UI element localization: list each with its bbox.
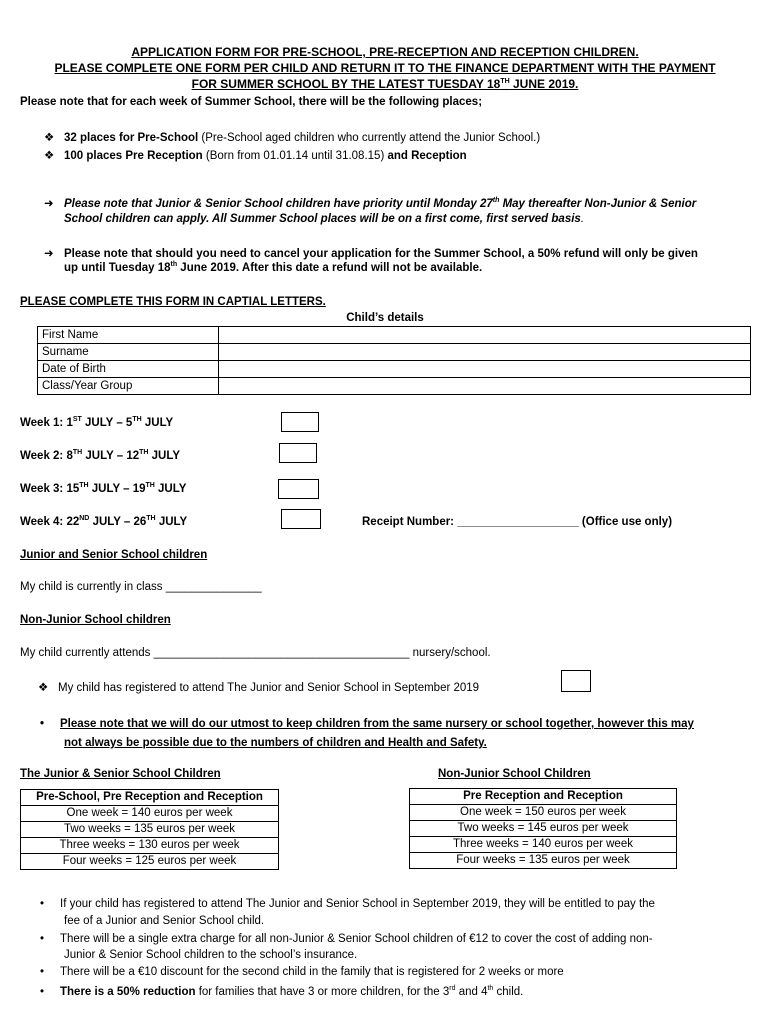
- table-row: Three weeks = 130 euros per week: [21, 838, 279, 854]
- childs-details-table: [37, 326, 751, 395]
- registered-item: ❖ My child has registered to attend The Junior and Senior School in September 2019: [38, 682, 480, 694]
- refund-note-cont: up until Tuesday 18th June 2019. After this date a refund will not be available.: [64, 261, 483, 274]
- footer-item-registered: • If your child has registered to attend The Junior and Senior School in September 2019, they will be entitled to pay the: [40, 898, 655, 910]
- junior-price-table: [20, 789, 279, 870]
- arrow-bullet-icon: ➜: [44, 248, 54, 260]
- table-row: Two weeks = 135 euros per week: [21, 822, 279, 838]
- footer-item-reduction: • There is a 50% reduction for families that have 3 or more children, for the 3rd and 4th child.: [40, 985, 524, 998]
- table-row: Surname: [38, 344, 751, 361]
- diamond-bullet-icon: ❖: [38, 682, 49, 694]
- junior-heading: Junior and Senior School children: [20, 549, 208, 561]
- table-row: Two weeks = 145 euros per week: [410, 821, 677, 837]
- week-4-label: Week 4: 22ND JULY – 26TH JULY: [20, 515, 188, 528]
- priority-note-cont: School children can apply. All Summer School places will be on a first come, first served basis.: [64, 213, 585, 225]
- arrow-bullet-icon: ➜: [44, 198, 54, 210]
- week-3-label: Week 3: 15TH JULY – 19TH JULY: [20, 482, 187, 495]
- surname-field[interactable]: [219, 344, 751, 361]
- bullet-icon: •: [40, 898, 45, 910]
- first-name-field[interactable]: [219, 327, 751, 344]
- junior-price-heading: The Junior & Senior School Children: [20, 768, 221, 780]
- capitals-instruction: PLEASE COMPLETE THIS FORM IN CAPTIAL LETTERS.: [20, 296, 326, 308]
- table-row: One week = 150 euros per week: [410, 805, 677, 821]
- footer-item-discount: • There will be a €10 discount for the second child in the family that is registered for 2 weeks or more: [40, 966, 564, 978]
- nonjunior-price-heading: Non-Junior School Children: [438, 768, 591, 780]
- junior-class-field[interactable]: My child is currently in class _______________: [20, 581, 262, 593]
- week-4-checkbox[interactable]: [281, 509, 321, 529]
- receipt-number: Receipt Number: ___________________ (Office use only): [362, 516, 673, 528]
- table-row: One week = 140 euros per week: [21, 806, 279, 822]
- places-item-prereception: ❖ 100 places Pre Reception (Born from 01.01.14 until 31.08.15) and Reception: [44, 150, 467, 162]
- footer-item-registered-cont: fee of a Junior and Senior School child.: [64, 915, 265, 927]
- bullet-icon: •: [40, 986, 45, 998]
- table-row: Pre-School, Pre Reception and Reception: [21, 790, 279, 806]
- week-3-checkbox[interactable]: [278, 479, 319, 499]
- table-row: Class/Year Group: [38, 378, 751, 395]
- table-row: Pre Reception and Reception: [410, 789, 677, 805]
- bullet-icon: •: [40, 718, 45, 730]
- nonjunior-price-table: [409, 788, 677, 869]
- bullet-icon: •: [40, 933, 45, 945]
- registered-checkbox[interactable]: [561, 670, 591, 692]
- form-title: APPLICATION FORM FOR PRE-SCHOOL, PRE-RECEPTION AND RECEPTION CHILDREN. PLEASE COMPLETE ONE FORM PER CHILD AND RETURN IT TO THE FINANCE DEPARTMENT WITH THE PAYMENT FOR SUMMER SCHOOL BY THE LATEST TUESDAY 18TH JUNE 2019.: [54, 45, 716, 91]
- nursery-note-cont: not always be possible due to the numbers of children and Health and Safety.: [64, 737, 487, 749]
- intro-text: Please note that for each week of Summer School, there will be the following places;: [20, 96, 483, 108]
- table-row: Four weeks = 125 euros per week: [21, 854, 279, 870]
- week-1-label: Week 1: 1ST JULY – 5TH JULY: [20, 416, 174, 429]
- priority-note: ➜ Please note that Junior & Senior School children have priority until Monday 27th May thereafter Non-Junior & Senior: [44, 197, 697, 210]
- places-item-preschool: ❖ 32 places for Pre-School (Pre-School aged children who currently attend the Junior School.): [44, 132, 541, 144]
- footer-item-insurance-cont: Junior & Senior School children to the school’s insurance.: [64, 949, 358, 961]
- table-row: Four weeks = 135 euros per week: [410, 853, 677, 869]
- diamond-bullet-icon: ❖: [44, 150, 55, 162]
- nonjunior-nursery-field[interactable]: My child currently attends ________________________________________ nursery/school.: [20, 647, 491, 659]
- childs-details-heading: Child’s details: [346, 312, 424, 324]
- week-2-checkbox[interactable]: [279, 443, 317, 463]
- table-row: First Name: [38, 327, 751, 344]
- week-2-label: Week 2: 8TH JULY – 12TH JULY: [20, 449, 180, 462]
- nonjunior-heading: Non-Junior School children: [20, 614, 171, 626]
- table-row: Date of Birth: [38, 361, 751, 378]
- footer-item-insurance: • There will be a single extra charge for all non-Junior & Senior School children of €12 to cover the cost of adding non-: [40, 933, 653, 945]
- bullet-icon: •: [40, 966, 45, 978]
- class-year-group-field[interactable]: [219, 378, 751, 395]
- diamond-bullet-icon: ❖: [44, 132, 55, 144]
- refund-note: ➜ Please note that should you need to cancel your application for the Summer School, a 50% refund will only be given: [44, 248, 698, 260]
- date-of-birth-field[interactable]: [219, 361, 751, 378]
- table-row: Three weeks = 140 euros per week: [410, 837, 677, 853]
- week-1-checkbox[interactable]: [281, 412, 319, 432]
- nursery-note: • Please note that we will do our utmost to keep children from the same nursery or school together, however this may: [40, 718, 694, 730]
